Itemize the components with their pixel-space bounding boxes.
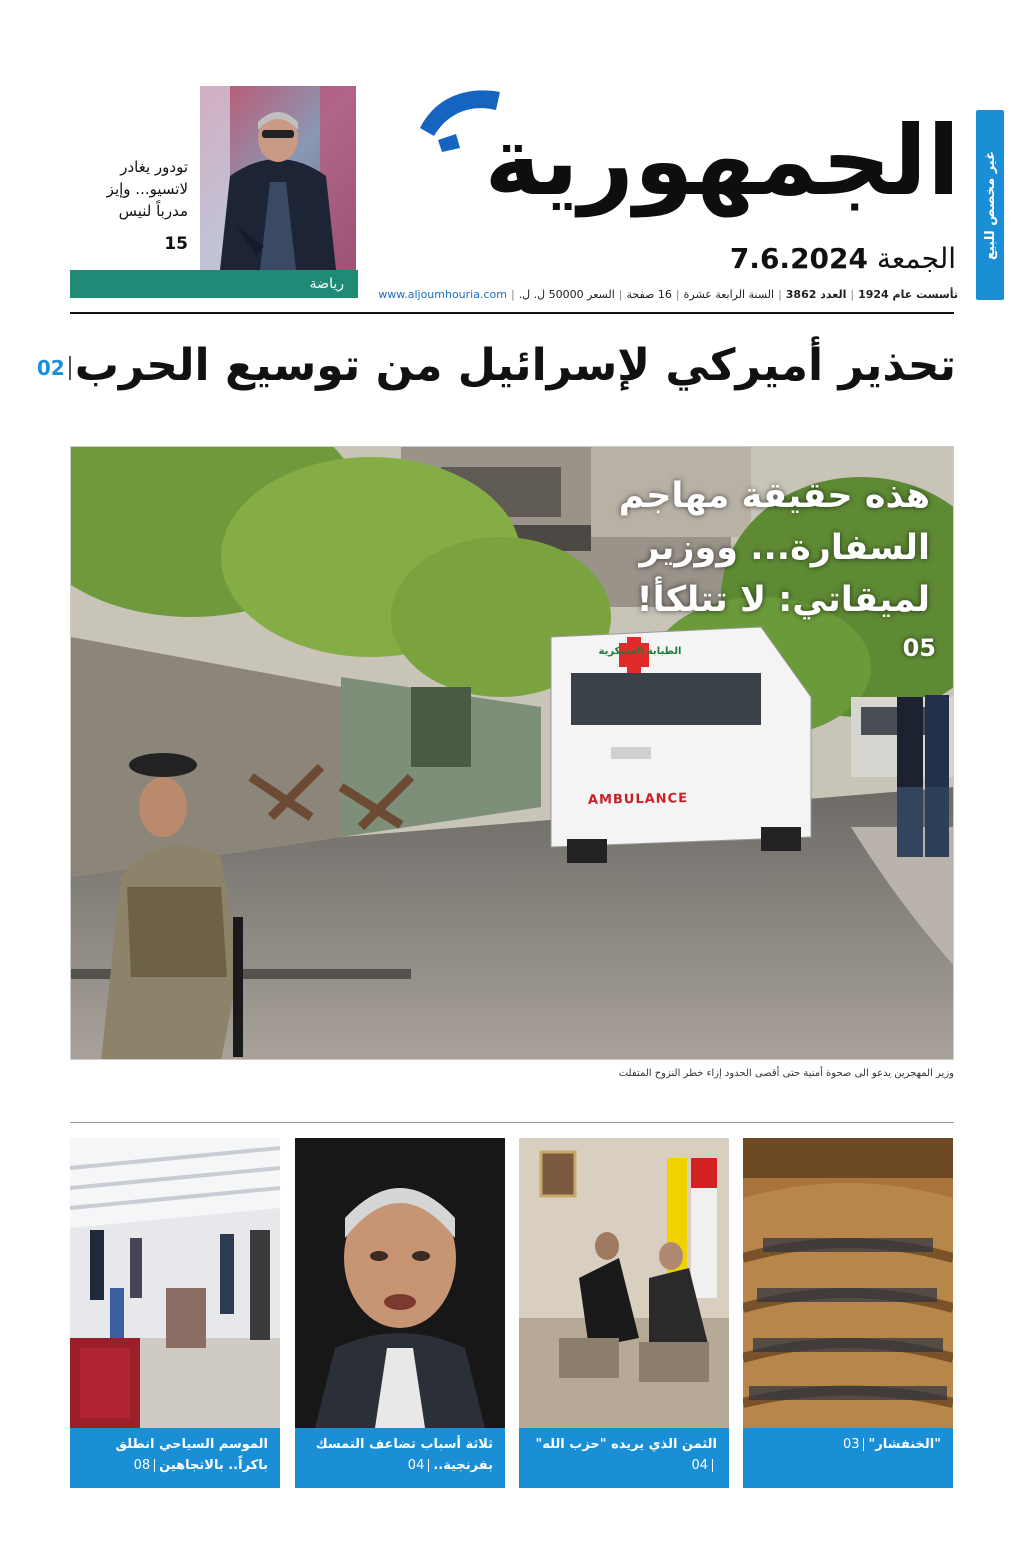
story-band [295, 1428, 505, 1488]
sports-section-label[interactable]: رياضة [70, 270, 358, 298]
sports-teaser-text[interactable]: تودور يغادر لاتسيو... وإيز مدرباً لنيس [106, 158, 188, 220]
story-separator [712, 1459, 713, 1472]
masthead-logo[interactable] [410, 82, 960, 242]
story-title: الثمن الذي يريده "حزب الله" [535, 1437, 717, 1452]
imprint-line [370, 288, 958, 301]
imprint-pages: 16 صفحة [626, 288, 672, 301]
story-band [70, 1428, 280, 1488]
imprint-separator: | [778, 288, 782, 301]
main-story-title[interactable]: هذه حقيقة مهاجم السفارة... ووزير لميقاتي: لا تتلكأ! [618, 476, 930, 620]
sports-page-number: 15 [164, 234, 188, 254]
story-page: 08 [133, 1458, 151, 1473]
airport-photo [70, 1138, 280, 1428]
story-page: 04 [407, 1458, 425, 1473]
story-band [743, 1428, 953, 1488]
main-headline-page: 02 [36, 356, 65, 380]
story-band [519, 1428, 729, 1488]
logo-wordmark: الجمهورية [484, 105, 960, 217]
main-story-page: 05 [902, 634, 936, 662]
ambulance-arabic-label: الطبابة العسكرية [598, 646, 682, 657]
parliament-photo [743, 1138, 953, 1428]
ambulance-label: AMBULANCE [587, 791, 689, 808]
story-tile-tourism[interactable] [70, 1138, 280, 1488]
photo-caption: وزير المهجرين يدعو الى صحوة أمنية حتى أقصى الحدود إزاء خطر النزوح المتفلت [618, 1068, 954, 1079]
imprint-issue: العدد 3862 [785, 288, 847, 301]
portrait-photo [295, 1138, 505, 1428]
story-separator [154, 1459, 155, 1472]
imprint-price: السعر 50000 ل. ل. [518, 288, 615, 301]
imprint-separator: | [850, 288, 855, 301]
parliament-image [743, 1138, 953, 1428]
imprint-separator: | [618, 288, 623, 301]
story-page: 04 [691, 1458, 708, 1473]
masthead-divider [70, 312, 954, 314]
main-headline[interactable] [36, 336, 956, 398]
meeting-image [519, 1138, 729, 1428]
coach-photo-image [200, 86, 356, 270]
story-tile-parliament[interactable] [743, 1138, 953, 1488]
story-tile-hezbollah[interactable] [519, 1138, 729, 1488]
story-tile-frangieh[interactable] [295, 1138, 505, 1488]
imprint-separator: | [510, 288, 515, 301]
imprint-separator: | [675, 288, 680, 301]
story-title: "الخنفشار" [868, 1437, 941, 1452]
sports-photo[interactable] [200, 86, 356, 270]
story-title: الموسم السياحي انطلق باكراً.. بالاتجاهين [115, 1437, 268, 1473]
website-link[interactable]: www.aljoumhouria.com [378, 288, 507, 301]
issue-day: الجمعة [876, 242, 956, 275]
main-headline-text: تحذير أميركي لإسرائيل من توسيع الحرب [74, 340, 956, 391]
story-page: 03 [842, 1437, 860, 1452]
imprint-founded: تأسست عام 1924 [858, 288, 958, 301]
section-divider [70, 1122, 954, 1123]
airport-image [70, 1138, 280, 1428]
issue-date [600, 242, 956, 276]
story-title: ثلاثة أسباب تضاعف التمسك بفرنجية.. [315, 1437, 493, 1473]
not-for-sale-badge [976, 110, 1004, 300]
story-separator [863, 1438, 864, 1451]
headline-separator [69, 356, 71, 380]
imprint-year: السنة الرابعة عشرة [683, 288, 775, 301]
issue-date-number: 7.6.2024 [729, 242, 868, 275]
not-for-sale-text: غير مخصص للبيع [982, 150, 998, 260]
meeting-photo [519, 1138, 729, 1428]
portrait-image [295, 1138, 505, 1428]
story-separator [428, 1459, 429, 1472]
